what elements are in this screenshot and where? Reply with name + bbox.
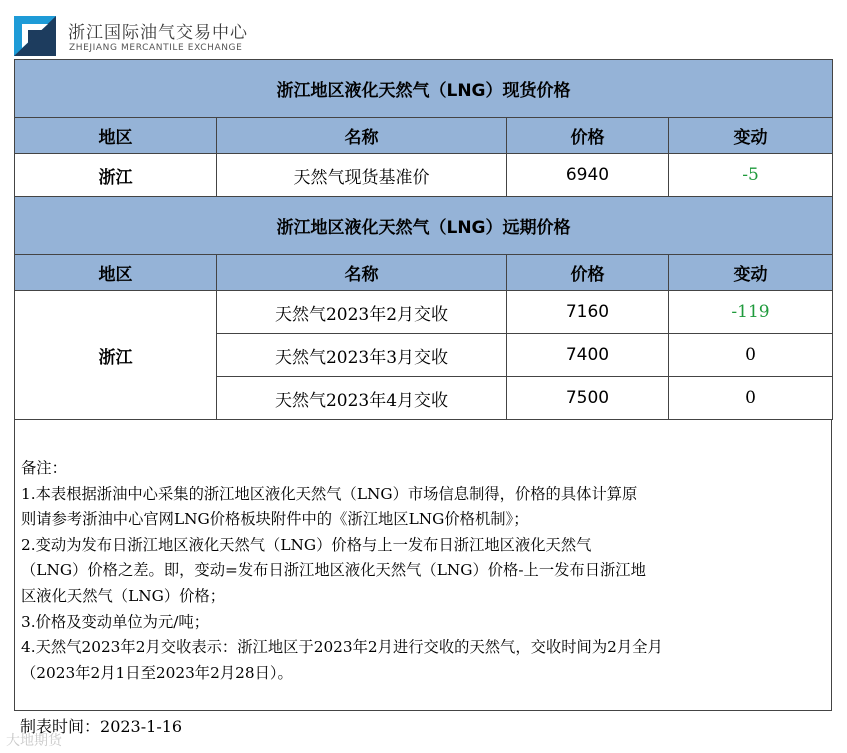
note-line: （2023年2月1日至2023年2月28日）。 bbox=[21, 663, 293, 682]
change-cell: 0 bbox=[669, 377, 833, 420]
header-region: 地区 bbox=[15, 118, 217, 154]
header-price: 价格 bbox=[507, 118, 669, 154]
table-date-value: 2023-1-16 bbox=[100, 717, 183, 736]
header-region: 地区 bbox=[15, 255, 217, 291]
note-line: 2.变动为发布日浙江地区液化天然气（LNG）价格与上一发布日浙江地区液化天然气 bbox=[21, 535, 592, 554]
exchange-logo-icon bbox=[14, 16, 56, 56]
product-name-cell: 天然气2023年3月交收 bbox=[217, 334, 507, 377]
region-cell: 浙江 bbox=[15, 291, 217, 420]
change-cell: -119 bbox=[669, 291, 833, 334]
header-name: 名称 bbox=[217, 255, 507, 291]
notes-heading: 备注： bbox=[21, 459, 67, 477]
table-date-label: 制表时间： bbox=[20, 717, 101, 736]
forward-title-row bbox=[15, 197, 833, 255]
region-cell: 浙江 bbox=[15, 154, 217, 197]
price-cell: 6940 bbox=[507, 154, 669, 197]
watermark: 大地期货 bbox=[6, 733, 62, 749]
header-price: 价格 bbox=[507, 255, 669, 291]
header-change: 变动 bbox=[669, 118, 833, 154]
notes-box bbox=[14, 419, 832, 711]
note-line: 3.价格及变动单位为元/吨； bbox=[21, 612, 210, 631]
note-line: 1.本表根据浙油中心采集的浙江地区液化天然气（LNG）市场信息制得，价格的具体计算原 bbox=[21, 484, 638, 503]
change-cell: -5 bbox=[669, 154, 833, 197]
spot-title-row bbox=[15, 60, 833, 118]
table-row bbox=[15, 154, 833, 197]
product-name-cell: 天然气现货基准价 bbox=[217, 154, 507, 197]
note-line: 区液化天然气（LNG）价格； bbox=[21, 586, 226, 605]
price-cell: 7500 bbox=[507, 377, 669, 420]
price-cell: 7400 bbox=[507, 334, 669, 377]
brand-logo bbox=[14, 13, 264, 57]
spot-title: 浙江地区液化天然气（LNG）现货价格 bbox=[15, 60, 833, 118]
spot-header-row bbox=[15, 118, 833, 154]
change-cell: 0 bbox=[669, 334, 833, 377]
table-row bbox=[15, 291, 833, 334]
note-line: 则请参考浙油中心官网LNG价格板块附件中的《浙江地区LNG价格机制》； bbox=[21, 510, 529, 529]
note-line: （LNG）价格之差。即，变动=发布日浙江地区液化天然气（LNG）价格-上一发布日浙江地 bbox=[21, 561, 646, 580]
forward-header-row bbox=[15, 255, 833, 291]
brand-name-cn: 浙江国际油气交易中心 bbox=[68, 23, 248, 43]
brand-name-en: ZHEJIANG MERCANTILE EXCHANGE bbox=[69, 43, 243, 53]
product-name-cell: 天然气2023年2月交收 bbox=[217, 291, 507, 334]
price-cell: 7160 bbox=[507, 291, 669, 334]
lng-price-table bbox=[14, 59, 833, 420]
note-line: 4.天然气2023年2月交收表示：浙江地区于2023年2月进行交收的天然气，交收时间为2月全月 bbox=[21, 638, 663, 657]
header-name: 名称 bbox=[217, 118, 507, 154]
header-change: 变动 bbox=[669, 255, 833, 291]
forward-title: 浙江地区液化天然气（LNG）远期价格 bbox=[15, 197, 833, 255]
product-name-cell: 天然气2023年4月交收 bbox=[217, 377, 507, 420]
